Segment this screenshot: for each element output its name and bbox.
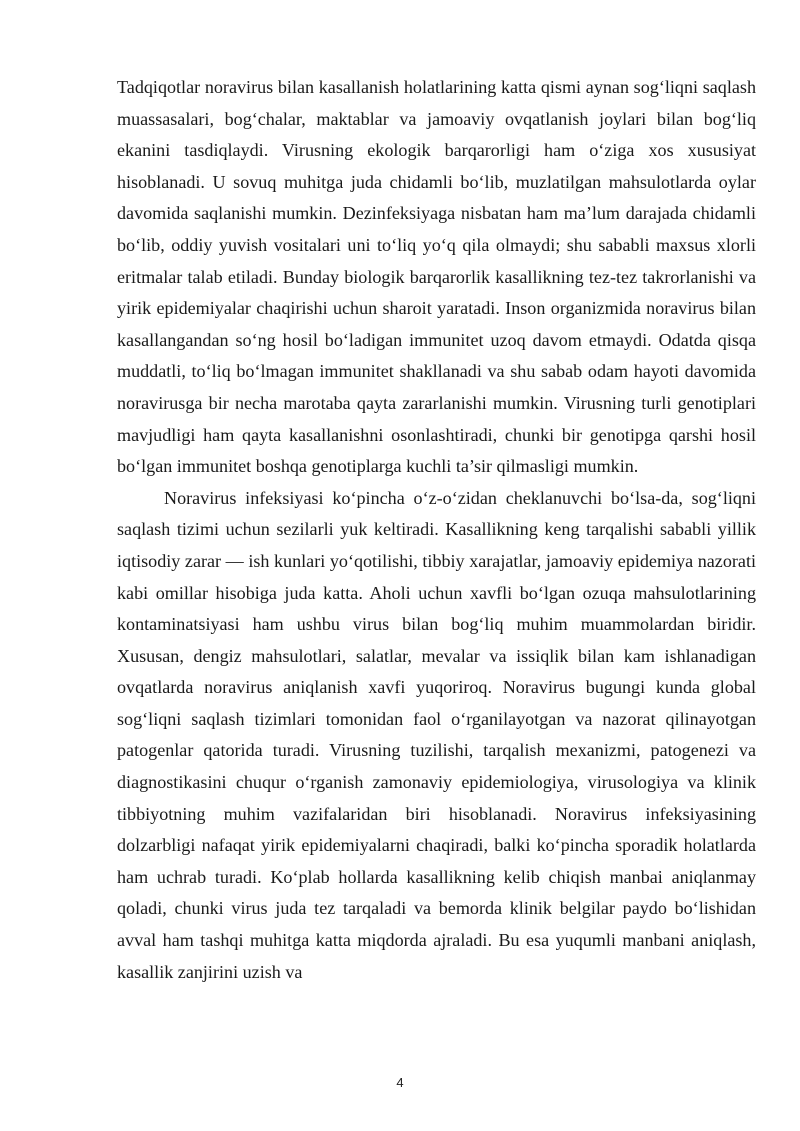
page-number: 4 — [396, 1075, 404, 1090]
body-text — [117, 72, 756, 988]
paragraph-2: Noravirus infeksiyasi ko‘pincha o‘z-o‘zidan cheklanuvchi bo‘lsa-da, sog‘liqni saqlash tizimi uchun sezilarli yuk keltiradi. Kasallikning keng tarqalishi sababli yillik iqtisodiy zarar — ish kunlari yo‘qotilishi, tibbiy xarajatlar, jamoaviy epidemiya nazorati kabi omillar hisobiga juda katta. Aholi uchun xavfli bo‘lgan ozuqa mahsulotlarining kontaminatsiyasi ham ushbu virus bilan bog‘liq muhim muammolardan biridir. Xususan, dengiz mahsulotlari, salatlar, mevalar va issiqlik bilan kam ishlanadigan ovqatlarda noravirus aniqlanish xavfi yuqoriroq. Noravirus bugungi kunda global sog‘liqni saqlash tizimlari tomonidan faol o‘rganilayotgan va nazorat qilinayotgan patogenlar qatorida turadi. Virusning tuzilishi, tarqalish mexanizmi, patogenezi va diagnostikasini chuqur o‘rganish zamonaviy epidemiologiya, virusologiya va klinik tibbiyotning muhim vazifalaridan biri hisoblanadi. Noravirus infeksiyasining dolzarbligi nafaqat yirik epidemiyalarni chaqiradi, balki ko‘pincha sporadik holatlarda ham uchrab turadi. Ko‘plab hollarda kasallikning kelib chiqish manbai aniqlanmay qoladi, chunki virus juda tez tarqaladi va bemorda klinik belgilar paydo bo‘lishidan avval ham tashqi muhitga katta miqdorda ajraladi. Bu esa yuqumli manbani aniqlash, kasallik zanjirini uzish va — [117, 487, 756, 982]
paragraph-1: Tadqiqotlar noravirus bilan kasallanish holatlarining katta qismi aynan sog‘liqni saqlash muassasalari, bog‘chalar, maktablar va jamoaviy ovqatlanish joylari bilan bog‘liq ekanini tasdiqlaydi. Virusning ekologik barqarorligi ham o‘ziga xos xususiyat hisoblanadi. U sovuq muhitga juda chidamli bo‘lib, muzlatilgan mahsulotlarda oylar davomida saqlanishi mumkin. Dezinfeksiyaga nisbatan ham ma’lum darajada chidamli bo‘lib, oddiy yuvish vositalari uni to‘liq yo‘q qila olmaydi; shu sababli maxsus xlorli eritmalar talab etiladi. Bunday biologik barqarorlik kasallikning tez-tez takrorlanishi va yirik epidemiyalar chaqirishi uchun sharoit yaratadi. Inson organizmida noravirus bilan kasallangandan so‘ng hosil bo‘ladigan immunitet uzoq davom etmaydi. Odatda qisqa muddatli, to‘liq bo‘lmagan immunitet shakllanadi va shu sabab odam hayoti davomida noravirusga bir necha marotaba qayta zararlanishi mumkin. Virusning turli genotiplari mavjudligi ham qayta kasallanishni osonlashtiradi, chunki bir genotipga qarshi hosil bo‘lgan immunitet boshqa genotiplarga kuchli ta’sir qilmasligi mumkin. — [117, 77, 756, 477]
